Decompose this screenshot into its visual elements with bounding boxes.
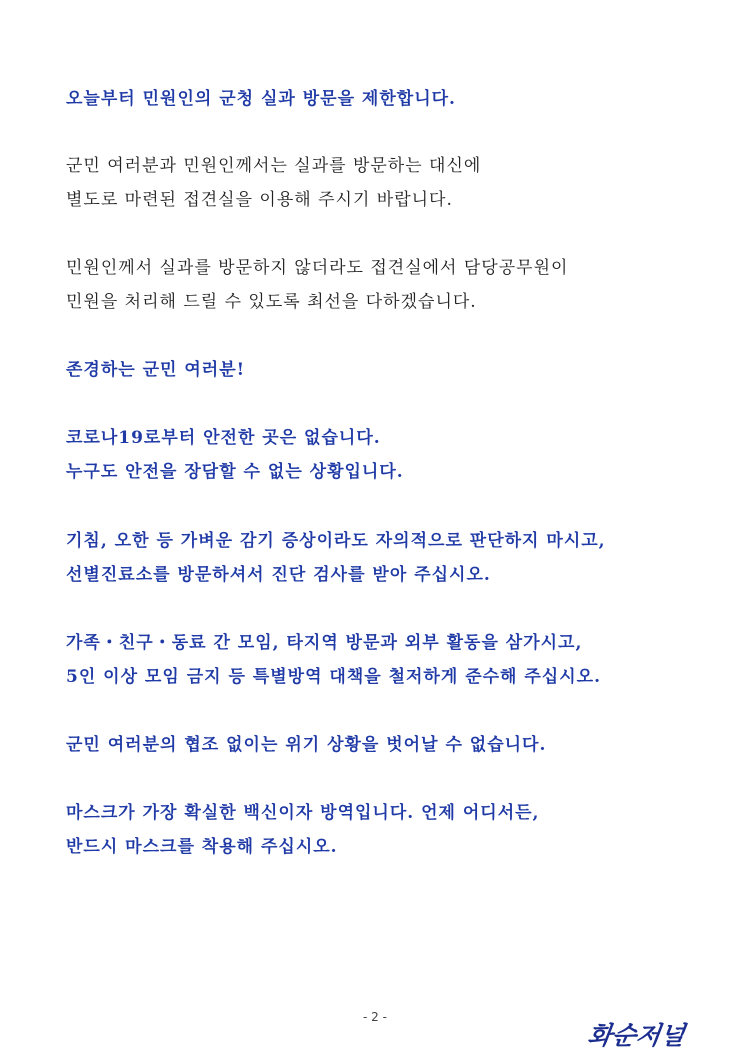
text-line: 존경하는 군민 여러분!: [66, 360, 246, 380]
text-line: 오늘부터 민원인의 군청 실과 방문을 제한합니다.: [66, 89, 456, 109]
page-number: - 2 -: [363, 1010, 387, 1024]
text-line: 누구도 안전을 장담할 수 없는 상황입니다.: [66, 462, 404, 482]
text-line: 군민 여러분의 협조 없이는 위기 상황을 벗어날 수 없습니다.: [66, 735, 547, 755]
text-line: 마스크가 가장 확실한 백신이자 방역입니다. 언제 어디서든,: [66, 803, 540, 823]
publisher-logo: 화순저널: [585, 1021, 687, 1050]
text-line: 가족・친구・동료 간 모임, 타지역 방문과 외부 활동을 삼가시고,: [66, 633, 583, 653]
text-line: 5인 이상 모임 금지 등 특별방역 대책을 철저하게 준수해 주십시오.: [66, 667, 601, 687]
text-line: 선별진료소를 방문하셔서 진단 검사를 받아 주십시오.: [66, 565, 491, 585]
text-line: 민원을 처리해 드릴 수 있도록 최선을 다하겠습니다.: [66, 292, 477, 312]
text-line: 군민 여러분과 민원인께서는 실과를 방문하는 대신에: [66, 156, 482, 176]
text-line: 민원인께서 실과를 방문하지 않더라도 접견실에서 담당공무원이: [66, 258, 569, 278]
text-line: 별도로 마련된 접견실을 이용해 주시기 바랍니다.: [66, 190, 453, 210]
text-line: 반드시 마스크를 착용해 주십시오.: [66, 837, 338, 857]
text-line: 코로나19로부터 안전한 곳은 없습니다.: [66, 428, 381, 448]
text-line: 기침, 오한 등 가벼운 감기 증상이라도 자의적으로 판단하지 마시고,: [66, 531, 606, 551]
